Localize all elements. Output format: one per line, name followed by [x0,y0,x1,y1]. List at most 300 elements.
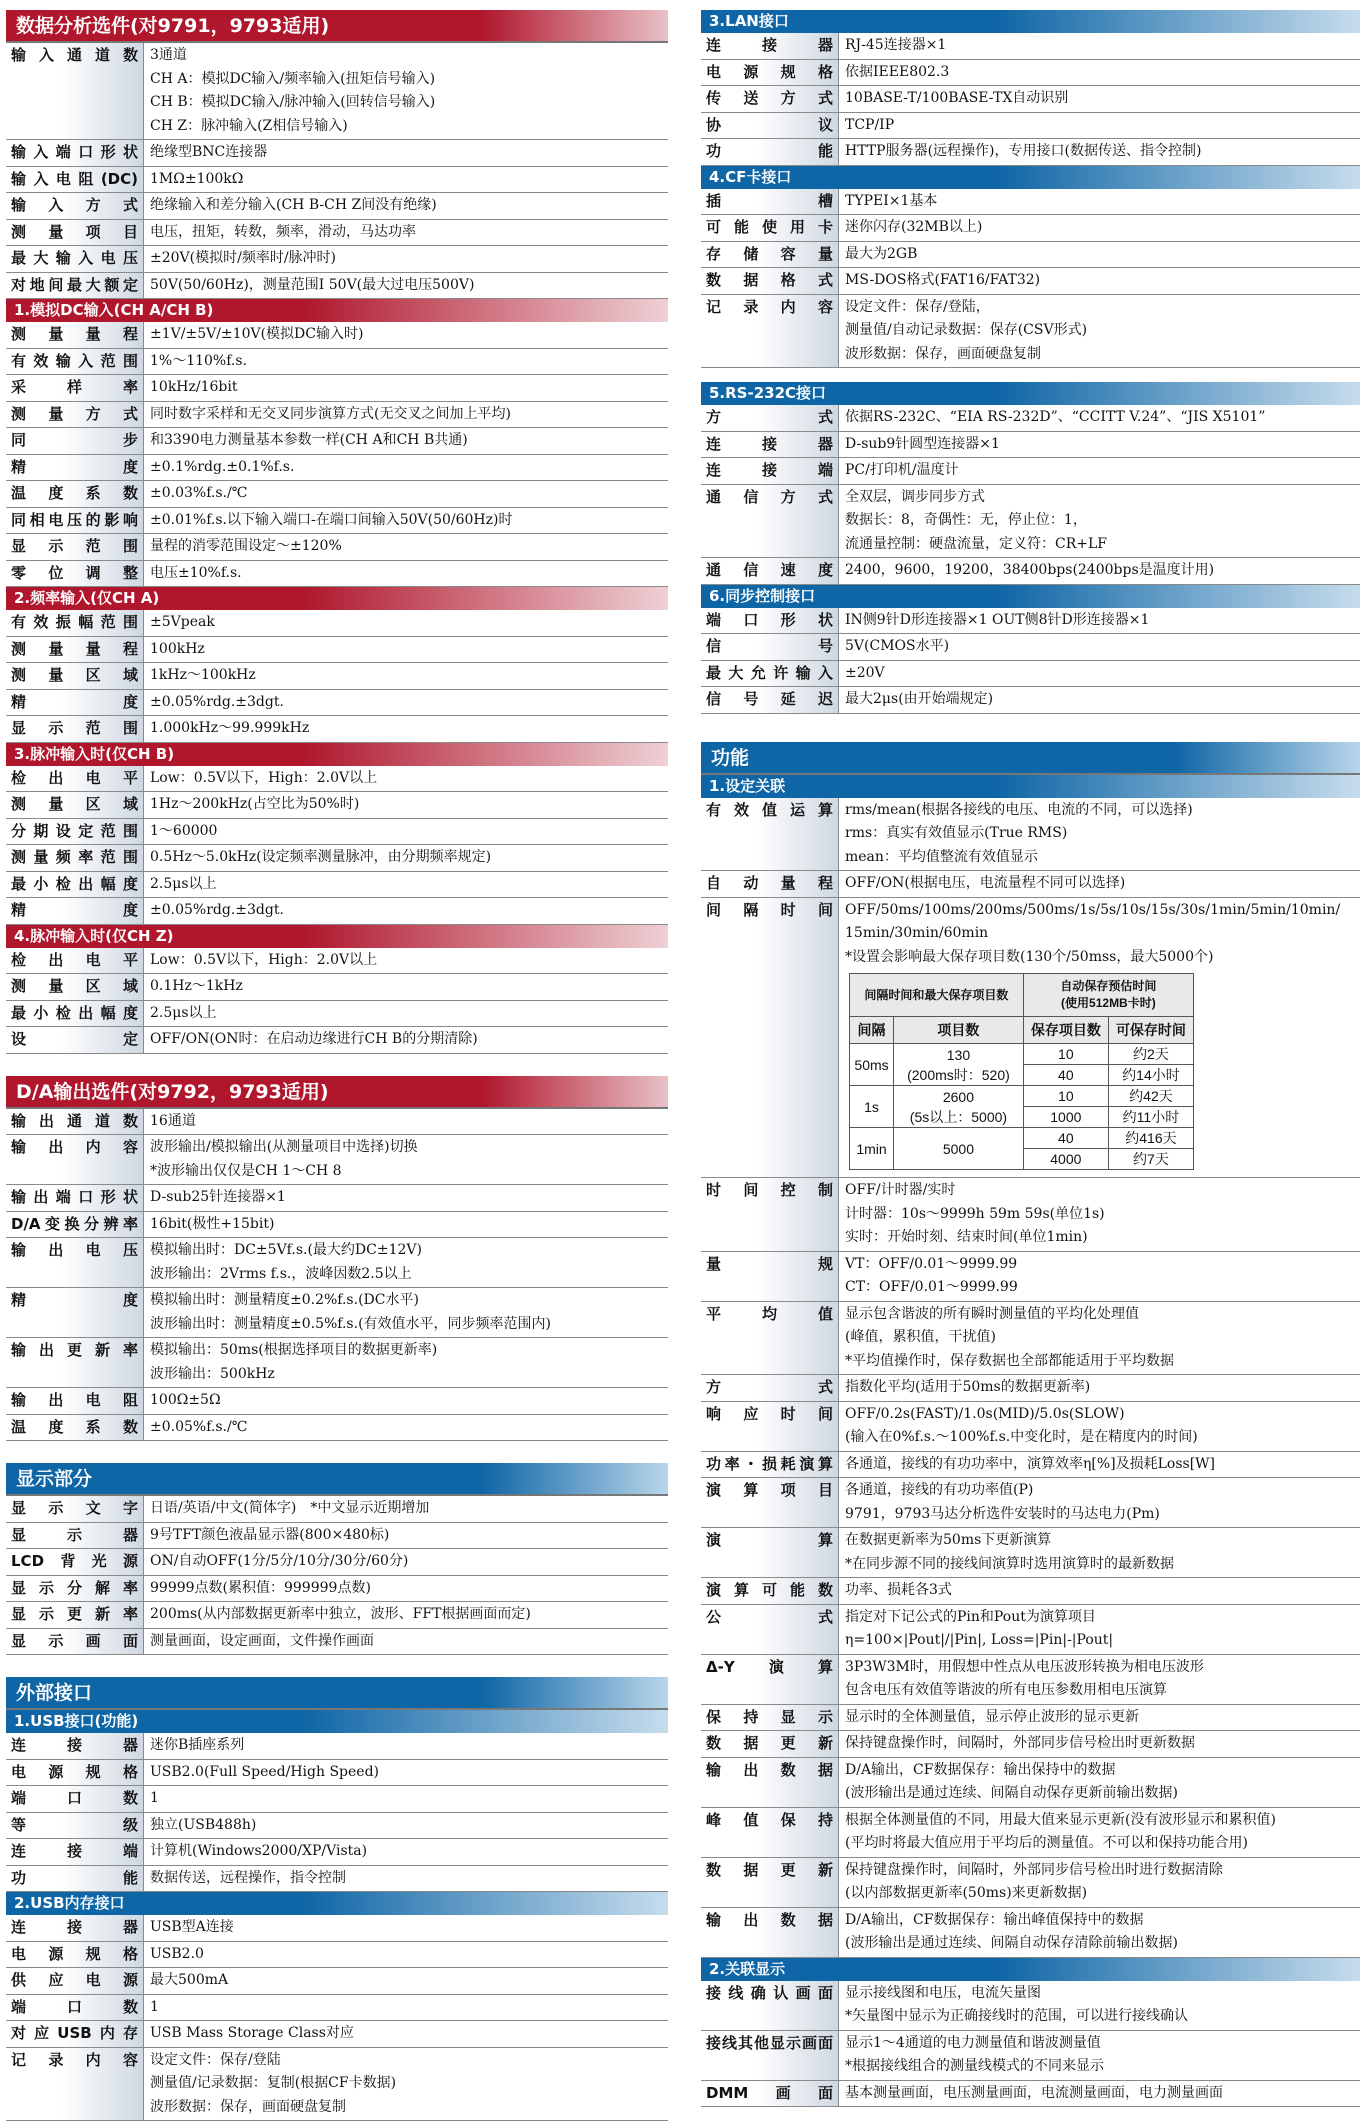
mini-cell-line: (200ms时：520) [907,1067,1010,1083]
spec-value-line: 10BASE-T/100BASE-TX自动识别 [845,87,1354,111]
spec-value [144,349,668,375]
spec-label: 设定 [6,1027,144,1053]
spec-label: 输出电阻 [6,1388,144,1414]
spec-value [839,86,1360,112]
spec-value [144,455,668,481]
usb-memory-title: 2.USB内存接口 [6,1892,668,1915]
spec-row [701,1452,1360,1479]
spec-row [701,1731,1360,1758]
spec-value-line: OFF/ON(根据电压，电流量程不同可以选择) [845,872,1354,896]
spec-label: 功能 [701,139,839,165]
spec-row [6,1968,668,1995]
spec-value [839,1452,1360,1478]
spec-value [144,375,668,401]
spec-row [6,1549,668,1576]
spec-value-line: mean：平均值整流有效值显示 [845,846,1354,870]
usb-memory-table [6,1915,668,2121]
spec-row [6,1415,668,1442]
spec-row [701,1981,1360,2031]
spec-row [6,2021,668,2048]
spec-label: Δ-Y演算 [701,1655,839,1704]
spec-value-line: *在同步源不同的接线间演算时选用演算时的最新数据 [845,1553,1354,1577]
spec-value [144,561,668,587]
spec-row [6,561,668,588]
spec-value [144,1866,668,1892]
spec-row [6,1813,668,1840]
spec-row [6,43,668,140]
spec-label: 接线其他显示画面 [701,2031,839,2080]
section-spacer [6,1655,668,1677]
spec-value-line: 50V(50/60Hz)，测量范围Ⅰ 50V(最大过电压500V) [150,274,662,298]
spec-value [839,1302,1360,1375]
mini-cell [894,1086,1024,1128]
rs232c-interface-title: 5.RS-232C接口 [701,382,1360,405]
spec-value-line: 1.000kHz～99.999kHz [150,717,662,741]
spec-label: LCD背光源 [6,1549,144,1575]
spec-value [839,1758,1360,1807]
spec-value [839,432,1360,458]
spec-label: 测量频率范围 [6,845,144,871]
spec-value-line: 显示接线图和电压，电流矢量图 [845,1982,1354,2006]
spec-value [839,139,1360,165]
spec-row [6,1388,668,1415]
spec-row [6,1185,668,1212]
spec-value-line: 流通量控制：硬盘流量，定义符：CR+LF [845,533,1354,557]
section-spacer [701,714,1360,742]
spec-label: 最小检出幅度 [6,872,144,898]
spec-row [6,1942,668,1969]
spec-label: 对地间最大额定 [6,273,144,299]
spec-value [839,1858,1360,1907]
spec-row [6,792,668,819]
analog-dc-input-table [6,322,668,587]
display-section-title: 显示部分 [6,1463,668,1496]
mini-cell-line: 130 [947,1047,970,1063]
spec-row [6,1733,668,1760]
spec-value-line: 在数据更新率为50ms下更新演算 [845,1529,1354,1553]
spec-label: 最大输入电压 [6,246,144,272]
spec-value-line: 量程的消零范围设定～±120% [150,535,662,559]
spec-row [701,33,1360,60]
spec-row [701,268,1360,295]
spec-label: 分期设定范围 [6,819,144,845]
spec-value-line: OFF/计时器/实时 [845,1179,1354,1203]
spec-value [144,220,668,246]
spec-row [6,455,668,482]
data-analysis-spec-table [6,43,668,299]
spec-value-line: 设定文件：保存/登陆 [150,2049,662,2073]
spec-label: 输出数据 [701,1758,839,1807]
spec-row [701,1178,1360,1252]
spec-value [839,2081,1360,2107]
mini-cell: 10 [1023,1086,1108,1107]
spec-row [6,1109,668,1136]
spec-label: 输入通道数 [6,43,144,139]
spec-row [6,349,668,376]
spec-value [839,1178,1360,1251]
spec-value [144,716,668,742]
spec-label: 测量区域 [6,974,144,1000]
spec-label: 协议 [701,113,839,139]
pulse-input-chb-table [6,766,668,925]
spec-label: 自动量程 [701,871,839,897]
spec-row [701,242,1360,269]
spec-value-line: 波形数据：保存，画面硬盘复制 [150,2096,662,2120]
spec-value-line: 独立(USB488h) [150,1814,662,1838]
lan-interface-title: 3.LAN接口 [701,10,1360,33]
spec-value-line: 9号TFT颜色液晶显示器(800×480标) [150,1524,662,1548]
spec-value-line: 电压±10%f.s. [150,562,662,586]
spec-label: 端口数 [6,1786,144,1812]
spec-row [6,193,668,220]
spec-label: 测量量程 [6,322,144,348]
spec-row [6,1786,668,1813]
spec-label: 输出电压 [6,1238,144,1287]
spec-label: 精度 [6,1288,144,1337]
spec-value [839,634,1360,660]
mini-cell [894,1044,1024,1086]
spec-label: 输入电阻(DC) [6,167,144,193]
spec-row [6,375,668,402]
spec-row [701,1402,1360,1452]
spec-value-line: ±20V [845,662,1354,686]
spec-row [6,1338,668,1388]
spec-value-line: USB2.0(Full Speed/High Speed) [150,1761,662,1785]
spec-value [144,1212,668,1238]
spec-value-line: 绝缘输入和差分输入(CH B-CH Z间没有绝缘) [150,194,662,218]
spec-label: 平均值 [701,1302,839,1375]
spec-row [701,798,1360,872]
spec-value-line: 全双层，调步同步方式 [845,486,1354,510]
sync-control-table [701,608,1360,714]
spec-value-line: CH B：模拟DC输入/脉冲输入(回转信号输入) [150,91,662,115]
spec-value-line: 最大为2GB [845,243,1354,267]
spec-value-line: rms/mean(根据各接线的电压、电流的不同，可以选择) [845,799,1354,823]
spec-value-line: 1～60000 [150,820,662,844]
spec-value-line: 显示1～4通道的电力测量值和谐波测量值 [845,2032,1354,2056]
mini-cell: 50ms [850,1044,894,1086]
spec-value [144,1629,668,1655]
spec-row [6,1523,668,1550]
spec-row [6,1839,668,1866]
spec-value [144,1496,668,1522]
section-spacer [6,1054,668,1076]
spec-value-line: 3P3W3M时，用假想中性点从电压波形转换为相电压波形 [845,1656,1354,1680]
spec-row [6,716,668,743]
spec-value [144,872,668,898]
right-column [701,10,1360,2107]
spec-value-line: D/A输出，CF数据保存：输出保持中的数据 [845,1759,1354,1783]
cf-card-interface-title: 4.CF卡接口 [701,166,1360,189]
spec-value-line: 电压，扭矩，转数，频率，滑动，马达功率 [150,221,662,245]
spec-row [6,508,668,535]
spec-value [839,268,1360,294]
spec-label: 连接器 [6,1733,144,1759]
spec-value-line: 日语/英语/中文(简体字) *中文显示近期增加 [150,1497,662,1521]
mini-cell: 4000 [1023,1149,1108,1170]
spec-value-line: VT：OFF/0.01～9999.99 [845,1253,1354,1277]
spec-value [144,428,668,454]
spec-value-line: ±0.05%f.s./℃ [150,1416,662,1440]
spec-value [144,610,668,636]
spec-value [839,798,1360,871]
interval-time-row [701,898,1360,1179]
spec-label: 时间控制 [701,1178,839,1251]
spec-row [6,220,668,247]
spec-row [701,558,1360,585]
spec-value-line: OFF/0.2s(FAST)/1.0s(MID)/5.0s(SLOW) [845,1403,1354,1427]
spec-value [839,113,1360,139]
spec-label: 输出端口形状 [6,1185,144,1211]
spec-label: 端口形状 [701,608,839,634]
section-spacer [6,1441,668,1463]
spec-value [839,242,1360,268]
spec-value [839,60,1360,86]
spec-value [839,558,1360,584]
spec-value-line: (以内部数据更新率(50ms)来更新数据) [845,1882,1354,1906]
spec-label: 数据格式 [701,268,839,294]
display-spec-table [6,1496,668,1655]
interval-line: 15min/30min/60min [845,922,1354,946]
spec-value-line: 保持键盘操作时，间隔时，外部同步信号检出时进行数据清除 [845,1859,1354,1883]
spec-value-line: 迷你B插座系列 [150,1734,662,1758]
spec-row [701,1302,1360,1376]
spec-value-line: 指定对下记公式的Pin和Pout为演算项目 [845,1606,1354,1630]
spec-value-line: ON/自动OFF(1分/5分/10分/30分/60分) [150,1550,662,1574]
cf-card-table [701,189,1360,369]
spec-row [6,898,668,925]
spec-row [701,1252,1360,1302]
left-column [6,10,668,2121]
spec-label: 测量区域 [6,663,144,689]
spec-label: 检出电平 [6,766,144,792]
mini-cell-line: 2600 [943,1089,974,1105]
display-related-table [701,1981,1360,2108]
spec-value [144,898,668,924]
spec-row [6,534,668,561]
spec-value-line: TYPEⅠ×1基本 [845,190,1354,214]
spec-value [839,295,1360,368]
spec-value-line: CH A：模拟DC输入/频率输入(扭矩信号输入) [150,68,662,92]
spec-value [144,1135,668,1184]
spec-label: 响应时间 [701,1402,839,1451]
spec-label: 零位调整 [6,561,144,587]
spec-value [144,1760,668,1786]
spec-value [839,687,1360,713]
section-spacer [701,368,1360,382]
spec-value-line: 模拟输出时：测量精度±0.2%f.s.(DC水平) [150,1289,662,1313]
spec-value-line: USB型A连接 [150,1916,662,1940]
spec-row [6,273,668,300]
spec-value-line: 2.5μs以上 [150,1002,662,1026]
spec-value-line: D-sub25针连接器×1 [150,1186,662,1210]
spec-label: 对应USB内存 [6,2021,144,2047]
spec-value-line: 功率、损耗各3式 [845,1579,1354,1603]
spec-row [6,1995,668,2022]
spec-value [144,1185,668,1211]
spec-value-line: *根据接线组合的测量线模式的不同来显示 [845,2055,1354,2079]
spec-label: 有效值运算 [701,798,839,871]
spec-row [701,295,1360,369]
spec-row [701,1375,1360,1402]
spec-value-line: 测量值/自动记录数据：保存(CSV形式) [845,319,1354,343]
frequency-input-table [6,610,668,743]
spec-value-line: (波形输出是通过连续、间隔自动保存更新前输出数据) [845,1782,1354,1806]
mini-cell: 约42天 [1108,1086,1193,1107]
spec-row [701,215,1360,242]
spec-value-line: *矢量图中显示为正确接线时的范围，可以进行接线确认 [845,2005,1354,2029]
spec-value-line: 波形输出时：测量精度±0.5%f.s.(有效值水平，同步频率范围内) [150,1313,662,1337]
spec-label: 峰值保持 [701,1808,839,1857]
spec-row [701,405,1360,432]
spec-value [144,1415,668,1441]
spec-value [144,246,668,272]
spec-value-line: 0.1Hz～1kHz [150,975,662,999]
spec-value-line: ±0.05%rdg.±3dgt. [150,691,662,715]
spec-row [6,1288,668,1338]
spec-label: 连接端 [701,458,839,484]
spec-value-line: ±0.01%f.s.以下输入端口-在端口间输入50V(50/60Hz)时 [150,509,662,533]
spec-value [144,1813,668,1839]
spec-value-line: 和3390电力测量基本参数一样(CH A和CH B共通) [150,429,662,453]
spec-value-line: 迷你闪存(32MB以上) [845,216,1354,240]
spec-value-line: 1 [150,1996,662,2020]
mini-cell: 40 [1023,1128,1108,1149]
spec-label: 精度 [6,898,144,924]
spec-row [701,1478,1360,1528]
mini-header-2-line2: (使用512MB卡时) [1061,996,1156,1010]
spec-row [6,766,668,793]
spec-value [144,481,668,507]
spec-row [701,432,1360,459]
spec-row [701,1528,1360,1578]
spec-row [701,661,1360,688]
spec-label: 同步 [6,428,144,454]
spec-label: 显示分解率 [6,1576,144,1602]
spec-value [144,637,668,663]
spec-row [701,60,1360,87]
spec-row [6,637,668,664]
spec-value-line: 测量值/记录数据：复制(根据CF卡数据) [150,2072,662,2096]
spec-label: 信号 [701,634,839,660]
spec-value-line: 波形输出/模拟输出(从测量项目中选择)切换 [150,1136,662,1160]
mini-cell: 1s [850,1086,894,1128]
spec-label: 供应电源 [6,1968,144,1994]
data-analysis-option-title: 数据分析选件(对9791，9793适用) [6,10,668,43]
rs232c-table [701,405,1360,585]
spec-value [144,2021,668,2047]
spec-value [144,167,668,193]
spec-value [144,1523,668,1549]
spec-row [701,113,1360,140]
spec-row [6,610,668,637]
pulse-input-chb-title: 3.脉冲输入时(仅CH B) [6,743,668,766]
spec-value-line: rms：真实有效值显示(True RMS) [845,822,1354,846]
spec-value-line: 200ms(从内部数据更新率中独立，波形、FFT根据画面而定) [150,1603,662,1627]
spec-label: 输出数据 [701,1908,839,1957]
spec-label: 连接器 [701,33,839,59]
mini-cell: 约2天 [1108,1044,1193,1065]
spec-value [839,2031,1360,2080]
spec-value [144,948,668,974]
spec-label: 温度系数 [6,1415,144,1441]
mini-cell: 10 [1023,1044,1108,1065]
spec-value-line: 99999点数(累积值：999999点数) [150,1577,662,1601]
settings-related-title: 1.设定关联 [701,775,1360,798]
spec-row [6,402,668,429]
spec-value-line: ±0.03%f.s./℃ [150,482,662,506]
spec-row [701,1655,1360,1705]
spec-row [701,1858,1360,1908]
spec-row [6,1629,668,1656]
spec-label: 最大允许输入 [701,661,839,687]
spec-value [144,1786,668,1812]
spec-value-line: 10kHz/16bit [150,376,662,400]
spec-row [701,139,1360,166]
spec-row [6,1576,668,1603]
spec-value-line: 100kHz [150,638,662,662]
spec-label: 连接端 [6,1839,144,1865]
spec-value [144,1109,668,1135]
spec-row [6,845,668,872]
spec-value [839,1655,1360,1704]
spec-value-line: 100Ω±5Ω [150,1389,662,1413]
spec-value [144,1027,668,1053]
spec-value-line: ±1V/±5V/±10V(模拟DC输入时) [150,323,662,347]
spec-value [144,1576,668,1602]
spec-label: 输出更新率 [6,1338,144,1387]
spec-value [144,974,668,1000]
da-output-spec-table [6,1109,668,1442]
usb-function-table [6,1733,668,1892]
spec-value [839,1252,1360,1301]
settings-table-b [701,1178,1360,1958]
spec-value-line: 波形输出：2Vrms f.s.，波峰因数2.5以上 [150,1263,662,1287]
spec-value-line: 2400，9600，19200，38400bps(2400bps是温度计用) [845,559,1354,583]
spec-value-line: USB Mass Storage Class对应 [150,2022,662,2046]
spec-value-line: 最大2μs(由开始端规定) [845,688,1354,712]
spec-value [144,1338,668,1387]
spec-value-line: 基本测量画面，电压测量画面，电流测量画面，电力测量画面 [845,2082,1354,2106]
spec-value [144,792,668,818]
spec-label: 演算 [701,1528,839,1577]
spec-label: 通信速度 [701,558,839,584]
spec-label: 通信方式 [701,485,839,558]
spec-row [6,1866,668,1893]
frequency-input-title: 2.频率输入(仅CH A) [6,587,668,610]
spec-value-line: 显示包含谐波的所有瞬时测量值的平均化处理值 [845,1303,1354,1327]
mini-header-1: 间隔时间和最大保存项目数 [850,974,1024,1017]
spec-value-line: ±20V(模拟时/频率时/脉冲时) [150,247,662,271]
spec-value [144,845,668,871]
spec-row [6,690,668,717]
spec-value-line: 16bit(极性+15bit) [150,1213,662,1237]
spec-value-line: Low：0.5V以下，High：2.0V以上 [150,949,662,973]
spec-value-line: 数据传送，远程操作，指令控制 [150,1867,662,1891]
spec-value-line: 保持键盘操作时，间隔时，外部同步信号检出时更新数据 [845,1732,1354,1756]
spec-row [701,1758,1360,1808]
mini-cell: 40 [1023,1065,1108,1086]
spec-value-line: 9791，9793马达分析选件安装时的马达电力(Pm) [845,1503,1354,1527]
spec-label: 功率・损耗演算 [701,1452,839,1478]
mini-cell-line: (5s以上：5000) [910,1109,1007,1125]
spec-value [144,766,668,792]
spec-label: 测量量程 [6,637,144,663]
spec-value-line: 1%～110%f.s. [150,350,662,374]
spec-value-line: Low：0.5V以下，High：2.0V以上 [150,767,662,791]
spec-value-line: 1MΩ±100kΩ [150,168,662,192]
spec-row [6,1602,668,1629]
